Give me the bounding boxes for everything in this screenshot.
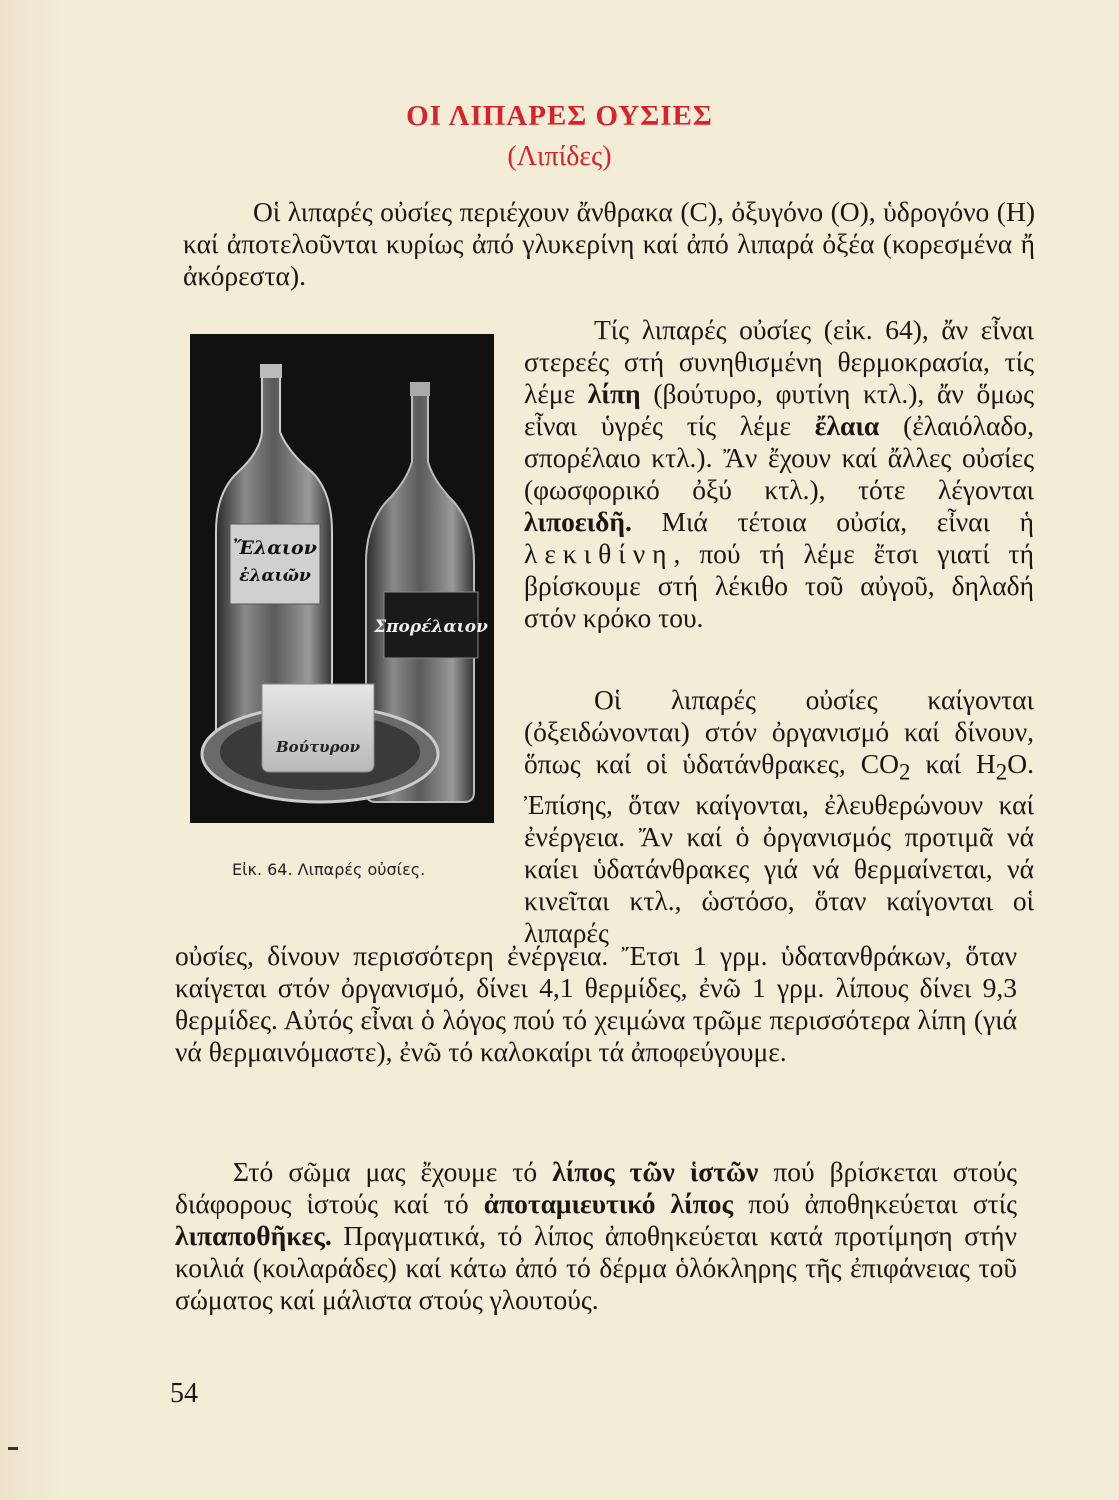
text: Μιά τέτοια οὐσία, εἶναι ἡ bbox=[631, 506, 1034, 537]
subscript: 2 bbox=[898, 759, 911, 785]
text: Οἱ λιπαρές οὐσίες καίγονται (ὀξειδώνονται) στόν ὀργανισμό καί δίνουν, ὅπως καί οἱ ὑδατάνθρακες, CO bbox=[524, 684, 1034, 779]
text: (ἐλαιόλαδο, σπορέλαιο κτλ.). Ἄν ἔχουν καί ἄλλες οὐσίες (φωσφορικό ὀξύ κτλ.), τότε λέγονται bbox=[524, 410, 1034, 505]
label-seed-oil: Σπορέλαιον bbox=[374, 617, 488, 637]
term-reserve-fat: ἀποταμιευτικό λίπος bbox=[483, 1188, 734, 1219]
label-olive-oil-2: ἐλαιῶν bbox=[239, 566, 311, 586]
butter-block bbox=[262, 684, 374, 772]
text: Τίς λιπαρές οὐσίες (εἰκ. 64), ἄν εἶναι στερεές στή συνηθισμένη θερμοκρασία, τίς λέμε bbox=[524, 314, 1034, 409]
label-olive-oil-1: Ἔλαιον bbox=[233, 537, 317, 559]
term-tissue-fat: λίπος τῶν ἱστῶν bbox=[552, 1156, 759, 1187]
chapter-title: ΟΙ ΛΙΠΑΡΕΣ ΟΥΣΙΕΣ bbox=[406, 100, 713, 132]
text: Πραγματικά, τό λίπος ἀποθηκεύεται κατά προτίμηση στήν κοιλιά (κοιλαράδες) καί κάτω ἀπό τό δέρμα ὁλόκληρης τῆς ἐπιφάνειας τοῦ σώματος καί μάλιστα στούς γλουτούς. bbox=[175, 1220, 1017, 1315]
scan-mark bbox=[8, 1447, 18, 1450]
text: (βούτυρο, φυτίνη κτλ.), ἄν ὅμως εἶναι ὑγρές τίς λέμε bbox=[524, 378, 1034, 441]
label-butter: Βούτυρον bbox=[276, 738, 360, 756]
fats-illustration bbox=[190, 334, 494, 823]
text: Στό σῶμα μας ἔχουμε τό bbox=[233, 1156, 553, 1187]
text: , πού τή λέμε ἔτσι γιατί τή βρίσκουμε στή λέκιθο τοῦ αὐγοῦ, δηλαδή στόν κρόκο του. bbox=[524, 538, 1034, 633]
paragraph-calories: οὐσίες, δίνουν περισσότερη ἐνέργεια. Ἔτσι 1 γρμ. ὑδατανθράκων, ὅταν καίγεται στόν ὀργανισμό, δίνει 4,1 θερμίδες, ἐνῶ 1 γρμ. λίπους δίνει 9,3 θερμίδες. Αὐτός εἶναι ὁ λόγος πού τό χειμώνα τρῶμε περισσότερα λίπη (γιά νά θερμαινόμαστε), ἐνῶ τό καλοκαίρι τά ἀποφεύγουμε. bbox=[175, 940, 1017, 1067]
paragraph-storage bbox=[175, 1156, 1017, 1316]
term-elaia: ἔλαια bbox=[814, 410, 880, 441]
chapter-subtitle: (Λιπίδες) bbox=[507, 141, 612, 172]
page-number: 54 bbox=[170, 1378, 198, 1409]
paragraph-energy bbox=[524, 684, 1034, 949]
term-fat-depots: λιπαποθῆκες. bbox=[175, 1220, 332, 1251]
text: καί H bbox=[910, 748, 996, 779]
figure-photo bbox=[190, 334, 494, 823]
text: πού ἀποθηκεύεται στίς bbox=[733, 1188, 1017, 1219]
page-edge bbox=[0, 0, 62, 1500]
paragraph-intro: Οἱ λιπαρές οὐσίες περιέχουν ἄνθρακα (C), ὀξυγόνο (O), ὑδρογόνο (H) καί ἀποτελοῦνται κυρίως ἀπό γλυκερίνη καί ἀπό λιπαρά ὀξέα (κορεσμένα ἤ ἀκόρεστα). bbox=[183, 196, 1035, 291]
term-lekithini: λεκιθίνη bbox=[524, 538, 674, 569]
paragraph-types bbox=[524, 314, 1034, 634]
figure-caption: Εἰκ. 64. Λιπαρές οὐσίες. bbox=[232, 860, 426, 879]
text: πού βρίσκεται στούς διάφορους ἱστούς καί τό bbox=[175, 1156, 1017, 1219]
term-lipoeidi: λιποειδῆ. bbox=[524, 506, 632, 537]
text: O. Ἐπίσης, ὅταν καίγονται, ἐλευθερώνουν καί ἐνέργεια. Ἄν καί ὁ ὀργανισμός προτιμᾶ νά καίει ὑδατάνθρακες γιά νά θερμαίνεται, νά κινεῖται κτλ., ὡστόσο, ὅταν καίγονται οἱ λιπαρές bbox=[524, 748, 1034, 948]
subscript: 2 bbox=[995, 759, 1008, 785]
term-lipi: λίπη bbox=[587, 378, 641, 409]
